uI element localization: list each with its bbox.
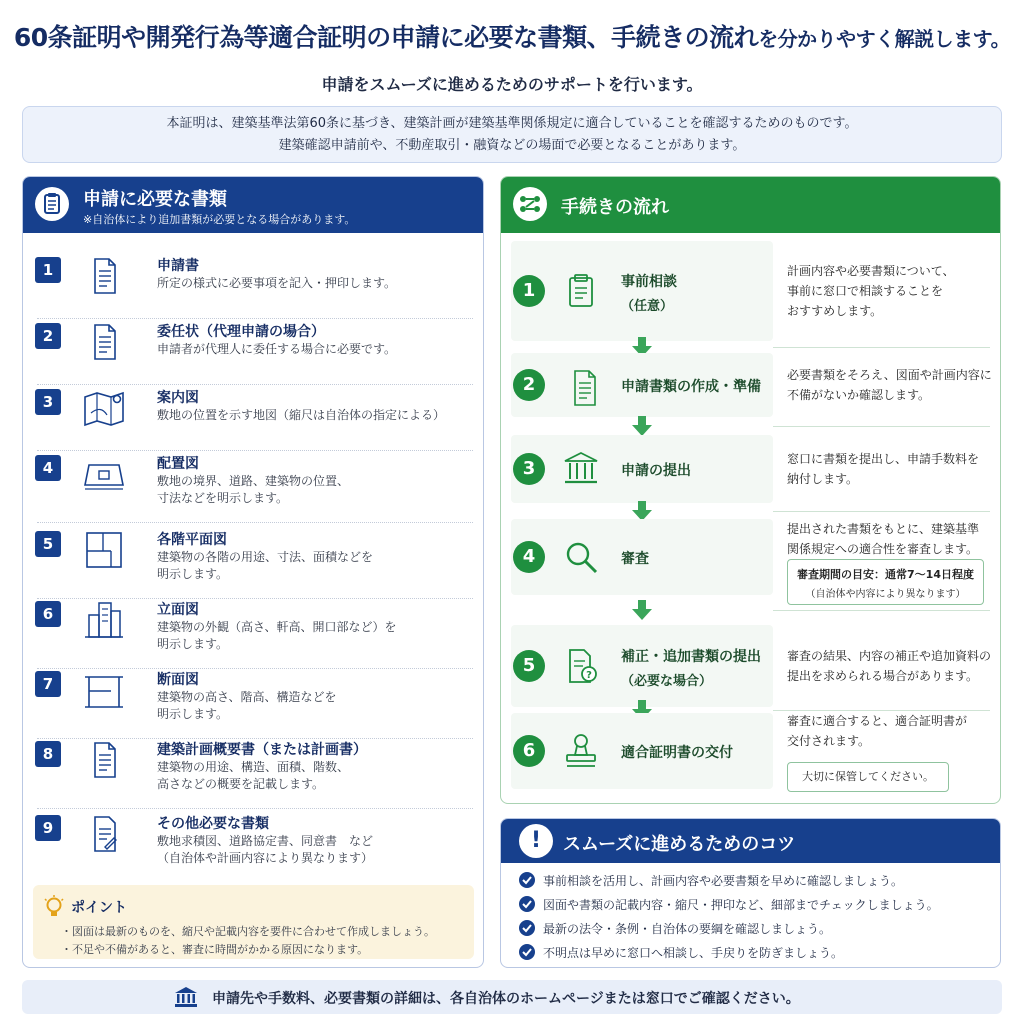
clipboard-icon	[561, 271, 601, 311]
step-description: 窓口に書類を提出し、申請手数料を 納付します。	[787, 452, 980, 486]
document-number-badge: 4	[35, 455, 61, 481]
government-building-icon	[561, 449, 601, 489]
document-name: 委任状（代理申請の場合）	[157, 324, 325, 340]
document-description: 建築物の用途、構造、面積、階数、 高さなどの概要を記載します。	[157, 760, 350, 791]
document-icon	[81, 319, 127, 365]
document-name: 断面図	[157, 672, 199, 688]
required-documents-panel	[22, 176, 484, 968]
document-name: 案内図	[157, 390, 199, 406]
document-description: 敷地の境界、道路、建築物の位置、 寸法などを明示します。	[157, 474, 350, 505]
step-item	[501, 435, 1001, 503]
check-icon	[519, 944, 535, 960]
step-number: 1	[513, 275, 545, 307]
step-item	[501, 625, 1001, 707]
step-title: 審査	[621, 551, 649, 567]
step-description: 提出された書類をもとに、建築基準 関係規定への適合性を審査します。	[787, 522, 980, 556]
intro-line-2: 建築確認申請前や、不動産取引・融資などの場面で必要となることがあります。	[278, 138, 746, 153]
step-card	[511, 625, 773, 707]
check-icon	[519, 920, 535, 936]
keep-safe-note: 大切に保管してください。	[787, 762, 949, 792]
down-arrow-icon	[631, 599, 653, 621]
document-name: 建築計画概要書（または計画書）	[157, 742, 367, 758]
step-number: 4	[513, 541, 545, 573]
page-title-main: 60条証明や開発行為等適合証明の申請に必要な書類、手続きの流れ	[13, 23, 759, 52]
step-item	[501, 241, 1001, 341]
document-item	[23, 737, 484, 803]
government-building-icon	[174, 986, 198, 1008]
section-icon	[81, 667, 127, 713]
document-item	[23, 319, 484, 385]
step-description: 審査の結果、内容の補正や追加資料の 提出を求められる場合があります。	[787, 649, 992, 683]
document-item	[23, 253, 484, 319]
document-icon	[561, 365, 601, 405]
procedure-flow-header	[501, 177, 1000, 233]
procedure-flow-panel	[500, 176, 1001, 804]
intro-box	[22, 106, 1002, 163]
divider	[773, 426, 990, 427]
check-icon	[519, 872, 535, 888]
review-period-note	[787, 559, 984, 605]
document-name: 申請書	[157, 258, 199, 274]
tips-header	[501, 819, 1000, 863]
divider	[37, 522, 473, 523]
point-line-1: ・図面は最新のものを、縮尺や記載内容を要件に合わせて作成しましょう。	[61, 925, 435, 938]
document-number-badge: 1	[35, 257, 61, 283]
procedure-flow-title: 手続きの流れ	[561, 197, 669, 218]
tip-item	[519, 895, 989, 915]
required-documents-title: 申請に必要な書類	[83, 189, 227, 210]
site-plan-icon	[81, 451, 127, 497]
document-item	[23, 451, 484, 517]
document-description: 申請者が代理人に委任する場合に必要です。	[157, 342, 397, 356]
step-subtitle: （任意）	[621, 299, 674, 314]
document-icon	[81, 253, 127, 299]
document-description: 敷地求積図、道路協定書、同意書 など （自治体や計画内容により異なります）	[157, 834, 374, 865]
step-number: 6	[513, 735, 545, 767]
tips-panel	[500, 818, 1001, 968]
divider	[37, 808, 473, 809]
step-description: 必要書類をそろえ、図面や計画内容に 不備がないか確認します。	[787, 368, 992, 402]
check-icon	[519, 896, 535, 912]
step-subtitle: （必要な場合）	[621, 674, 713, 689]
document-number-badge: 7	[35, 671, 61, 697]
document-item	[23, 385, 484, 451]
review-period-line-1: 審査期間の目安：通常7〜14日程度	[797, 568, 974, 581]
document-number-badge: 3	[35, 389, 61, 415]
page-subtitle: 申請をスムーズに進めるためのサポートを行います。	[321, 75, 703, 94]
divider	[773, 511, 990, 512]
point-title: ポイント	[71, 900, 127, 916]
page-title-tail: を分かりやすく解説します。	[758, 27, 1011, 51]
exclamation-icon: !	[519, 824, 553, 858]
tip-text: 最新の法令・条例・自治体の要綱を確認しましょう。	[543, 922, 832, 936]
flow-icon	[513, 187, 547, 221]
document-question-icon	[561, 646, 601, 686]
step-title: 申請書類の作成・準備	[621, 379, 761, 395]
document-number-badge: 5	[35, 531, 61, 557]
document-number-badge: 8	[35, 741, 61, 767]
step-card	[511, 241, 773, 341]
document-name: 配置図	[157, 456, 199, 472]
magnifier-icon	[561, 537, 601, 577]
divider	[773, 347, 990, 348]
document-description: 建築物の外観（高さ、軒高、開口部など）を 明示します。	[157, 620, 397, 651]
point-line-2: ・不足や不備があると、審査に時間がかかる原因になります。	[61, 943, 369, 956]
document-item	[23, 667, 484, 733]
tip-item	[519, 919, 989, 939]
step-number: 2	[513, 369, 545, 401]
intro-line-1: 本証明は、建築基準法第60条に基づき、建築計画が建築基準関係規定に適合していることを確認するためのものです。	[166, 116, 858, 131]
building-icon	[81, 597, 127, 643]
document-item	[23, 527, 484, 593]
document-number-badge: 6	[35, 601, 61, 627]
document-description: 所定の様式に必要事項を記入・押印します。	[157, 276, 397, 290]
footer-banner	[22, 980, 1002, 1014]
step-item	[501, 353, 1001, 417]
required-documents-note: ※自治体により追加書類が必要となる場合があります。	[83, 213, 356, 226]
map-icon	[81, 385, 127, 431]
document-description: 敷地の位置を示す地図（縮尺は自治体の指定による）	[157, 408, 446, 422]
review-period-line-2: （自治体や内容により異なります）	[805, 589, 966, 600]
document-description: 建築物の各階の用途、寸法、面積などを 明示します。	[157, 550, 374, 581]
document-item	[23, 597, 484, 663]
step-description: 審査に適合すると、適合証明書が 交付されます。	[787, 714, 968, 748]
tips-title: スムーズに進めるためのコツ	[563, 834, 796, 855]
document-number-badge: 2	[35, 323, 61, 349]
lightbulb-icon	[43, 895, 65, 921]
step-title: 補正・追加書類の提出	[621, 649, 761, 665]
clipboard-icon	[35, 187, 69, 221]
tip-item	[519, 871, 989, 891]
floor-plan-icon	[81, 527, 127, 573]
svg-text:?: ?	[586, 670, 592, 681]
footer-text: 申請先や手数料、必要書類の詳細は、各自治体のホームページまたは窓口でご確認ください。	[212, 991, 800, 1007]
document-icon	[81, 737, 127, 783]
document-pen-icon	[81, 811, 127, 857]
document-number-badge: 9	[35, 815, 61, 841]
document-item	[23, 811, 484, 877]
stamp-icon	[561, 731, 601, 771]
tip-text: 不明点は早めに窓口へ相談し、手戻りを防ぎましょう。	[543, 946, 844, 960]
document-name: 立面図	[157, 602, 199, 618]
document-name: その他必要な書類	[157, 816, 269, 832]
step-description: 計画内容や必要書類について、 事前に窓口で相談することを おすすめします。	[787, 264, 955, 318]
step-title: 事前相談	[621, 274, 677, 290]
tip-item	[519, 943, 989, 963]
point-box	[33, 885, 474, 959]
divider	[773, 610, 990, 611]
tip-text: 図面や書類の記載内容・縮尺・押印など、細部までチェックしましょう。	[543, 898, 939, 912]
step-number: 5	[513, 650, 545, 682]
down-arrow-icon	[631, 415, 653, 437]
document-description: 建築物の高さ、階高、構造などを 明示します。	[157, 690, 337, 721]
step-title: 申請の提出	[621, 463, 691, 479]
required-documents-header	[23, 177, 483, 233]
page-title	[0, 18, 1024, 54]
step-number: 3	[513, 453, 545, 485]
document-name: 各階平面図	[157, 532, 227, 548]
step-title: 適合証明書の交付	[621, 745, 733, 761]
tip-text: 事前相談を活用し、計画内容や必要書類を早めに確認しましょう。	[543, 874, 904, 888]
